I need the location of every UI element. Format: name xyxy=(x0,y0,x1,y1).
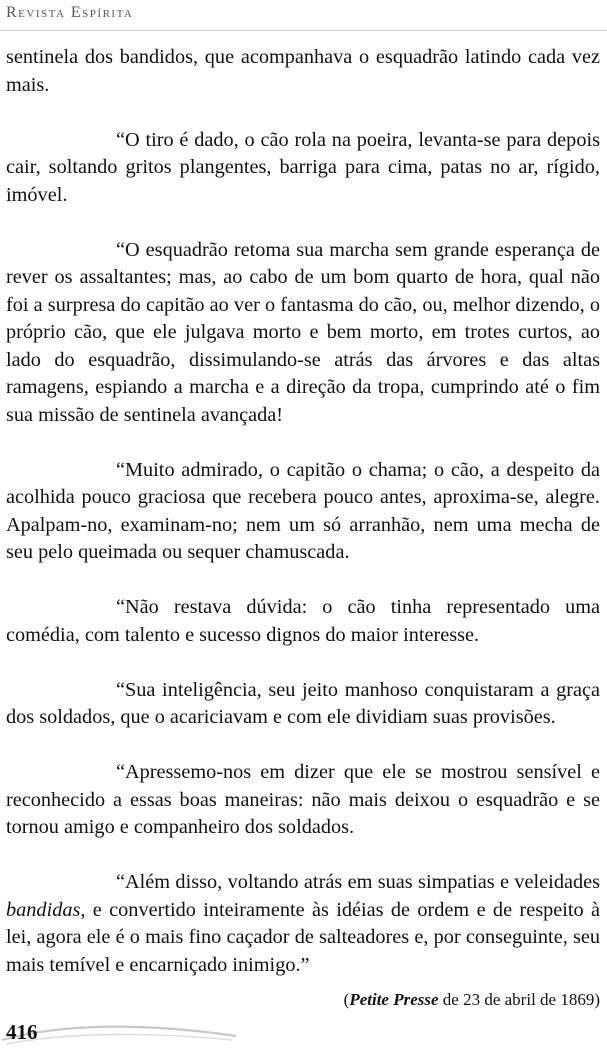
italic-word: bandidas xyxy=(6,898,81,921)
paragraph-7: “Apressemo-nos em dizer que ele se mostrou sensível e reconhecido a essas boas maneiras: não mais deixou o esquadrão e se tornou amigo e companheiro dos soldados. xyxy=(6,761,600,838)
paragraph-6: “Sua inteligência, seu jeito manhoso conquistaram a graça dos soldados, que o acariciavam e com ele dividiam suas provisões. xyxy=(6,678,600,728)
paragraph-8-start: “Além disso, voltando atrás em suas simpatias e veleidades xyxy=(116,871,600,893)
body-text xyxy=(6,44,600,1007)
paragraph-8 xyxy=(6,869,600,979)
citation-date: de 23 de abril de 1869) xyxy=(438,990,600,1009)
paragraph-2: “O tiro é dado, o cão rola na poeira, levanta-se para depois cair, soltando gritos plangentes, barriga para cima, patas no ar, rígido, imóvel. xyxy=(6,128,600,206)
paragraph-3: “O esquadrão retoma sua marcha sem grande esperança de rever os assaltantes; mas, ao cabo de um bom quarto de hora, qual não foi a surpresa do capitão ao ver o fantasma do cão, ou, melhor dizendo, o próprio cão, que ele julgava morto e bem morto, em trotes curtos, ao lado do esquadrão, dissimulando-se atrás das árvores e das altas ramagens, espiando a marcha e a direção da tropa, cumprindo até o fim sua missão de sentinela avançada! xyxy=(6,238,600,426)
citation-source: Petite Presse xyxy=(349,990,439,1009)
paragraph-4: “Muito admirado, o capitão o chama; o cão, a despeito da acolhida pouco graciosa que recebera pouco antes, aproxima-se, alegre. Apalpam-no, examinam-no; nem um só arranhão, nem uma mecha de seu pelo queimada ou sequer chamuscada. xyxy=(6,458,600,563)
paragraph-8-end: , e convertido inteiramente às idéias de ordem e de respeito à lei, agora ele é o mais fino caçador de salteadores e, por conseguinte, seu mais temível e encarniçado inimigo.” xyxy=(6,898,600,976)
paragraph-5: “Não restava dúvida: o cão tinha representado uma comédia, com talento e sucesso dignos do maior interesse. xyxy=(6,596,600,646)
page-number: 416 xyxy=(6,1020,38,1044)
running-header: Revista Espírita xyxy=(6,4,134,21)
source-citation xyxy=(344,990,600,1010)
header-divider xyxy=(0,30,607,31)
paragraph-1: sentinela dos bandidos, que acompanhava o esquadrão latindo cada vez mais. xyxy=(6,46,600,96)
citation-open-paren: ( xyxy=(343,990,350,1009)
